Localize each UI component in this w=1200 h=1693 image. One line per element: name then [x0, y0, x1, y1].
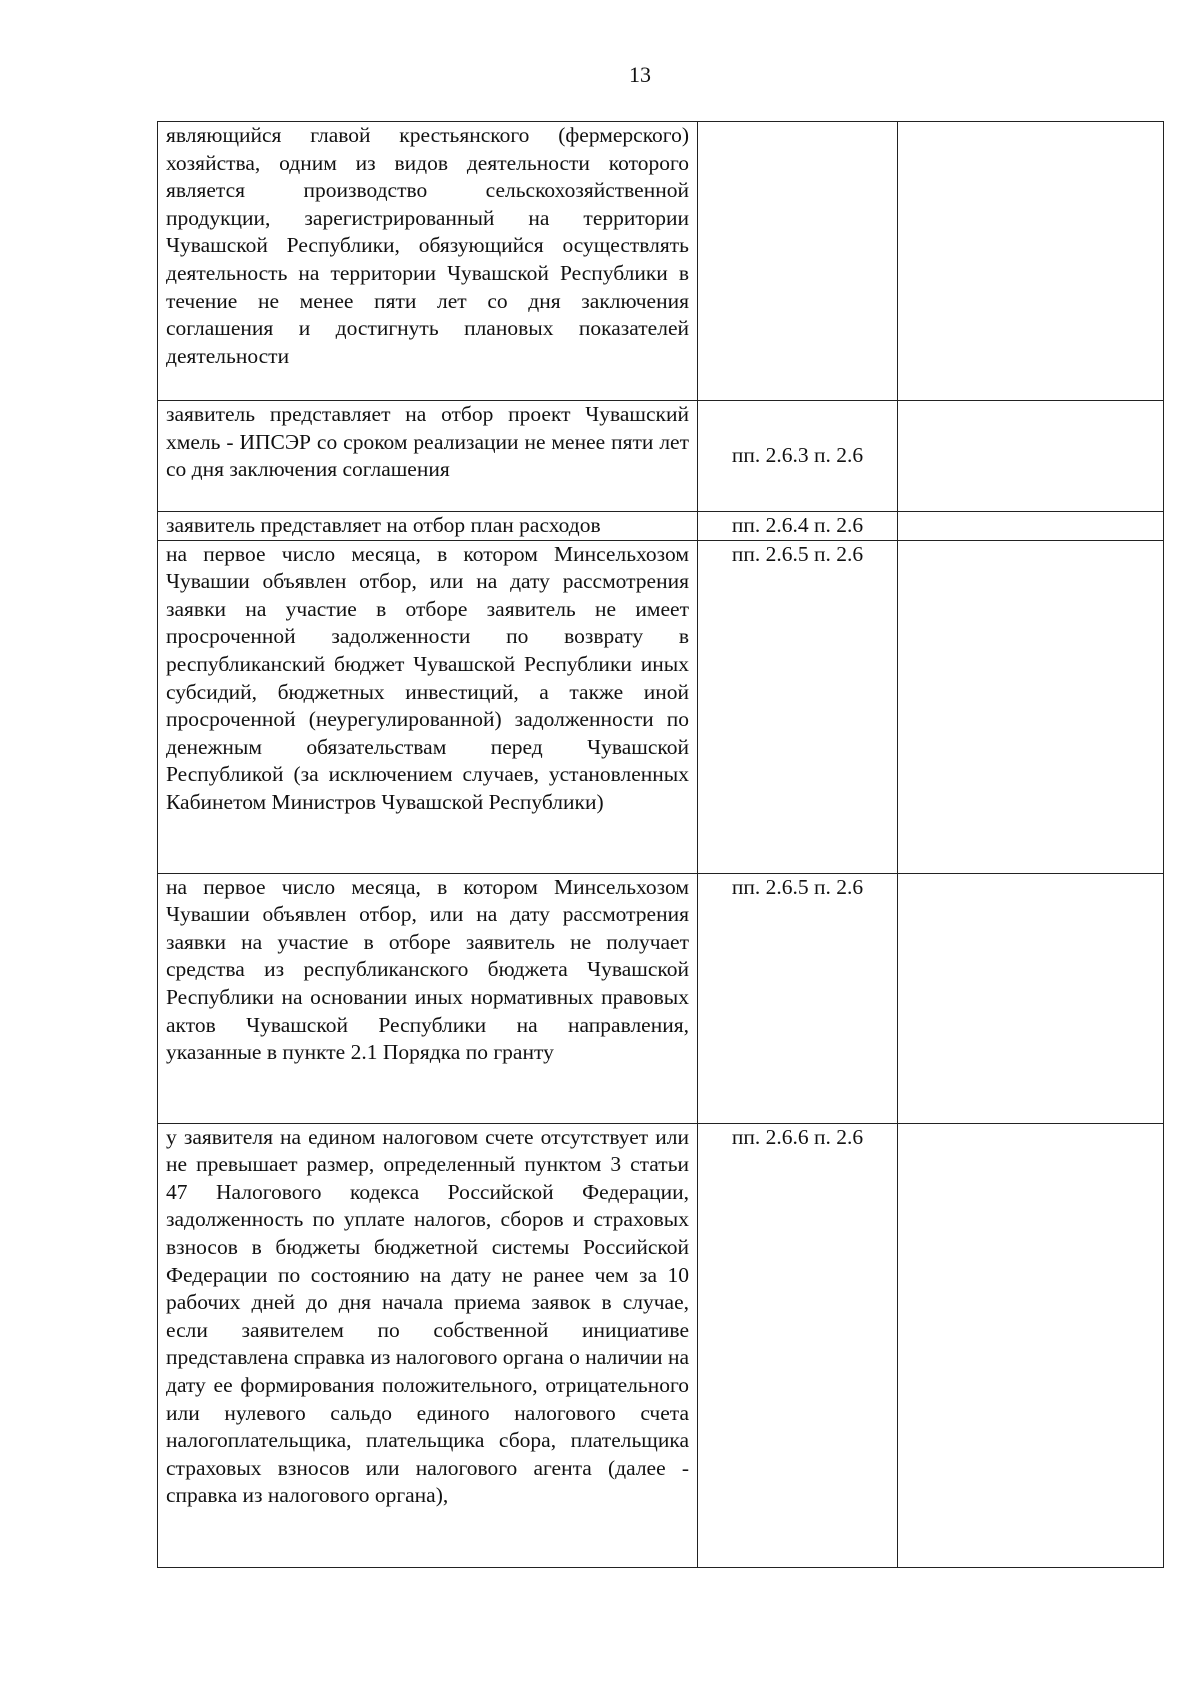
table-row	[158, 122, 1164, 401]
criterion-note	[898, 512, 1164, 541]
criterion-text: на первое число месяца, в котором Минсельхозом Чувашии объявлен отбор, или на дату рассмотрения заявки на участие в отборе заявитель не получает средства из республиканского бюджета Чувашской Республики на основании иных нормативных правовых актов Чувашской Республики на направления, указанные в пункте 2.1 Порядка по гранту	[158, 873, 698, 1123]
criterion-reference: пп. 2.6.3 п. 2.6	[698, 401, 898, 512]
criteria-table	[157, 121, 1164, 1568]
criterion-note	[898, 1123, 1164, 1567]
table-row	[158, 540, 1164, 873]
criterion-note	[898, 401, 1164, 512]
table-row	[158, 1123, 1164, 1567]
criterion-reference: пп. 2.6.4 п. 2.6	[698, 512, 898, 541]
criterion-reference: пп. 2.6.5 п. 2.6	[698, 540, 898, 873]
criterion-note	[898, 873, 1164, 1123]
criterion-note	[898, 540, 1164, 873]
table-row	[158, 401, 1164, 512]
criterion-text: у заявителя на едином налоговом счете отсутствует или не превышает размер, определенный пунктом 3 статьи 47 Налогового кодекса Российской Федерации, задолженность по уплате налогов, сборов и страховых взносов в бюджеты бюджетной системы Российской Федерации по состоянию на дату не ранее чем за 10 рабочих дней до дня начала приема заявок в случае, если заявителем по собственной инициативе представлена справка из налогового органа о наличии на дату ее формирования положительного, отрицательного или нулевого сальдо единого налогового счета налогоплательщика, плательщика сбора, плательщика страховых взносов или налогового агента (далее - справка из налогового органа),	[158, 1123, 698, 1567]
table-row	[158, 512, 1164, 541]
criterion-reference: пп. 2.6.6 п. 2.6	[698, 1123, 898, 1567]
criterion-text: заявитель представляет на отбор проект Чувашский хмель - ИПСЭР со сроком реализации не менее пяти лет со дня заключения соглашения	[158, 401, 698, 512]
criterion-reference	[698, 122, 898, 401]
page-number: 13	[629, 62, 651, 87]
table-row	[158, 873, 1164, 1123]
criterion-note	[898, 122, 1164, 401]
criterion-reference: пп. 2.6.5 п. 2.6	[698, 873, 898, 1123]
criterion-text: заявитель представляет на отбор план расходов	[158, 512, 698, 541]
criterion-text: на первое число месяца, в котором Минсельхозом Чувашии объявлен отбор, или на дату рассмотрения заявки на участие в отборе заявитель не имеет просроченной задолженности по возврату в республиканский бюджет Чувашской Республики иных субсидий, бюджетных инвестиций, а также иной просроченной (неурегулированной) задолженности по денежным обязательствам перед Чувашской Республикой (за исключением случаев, установленных Кабинетом Министров Чувашской Республики)	[158, 540, 698, 873]
criterion-text: являющийся главой крестьянского (фермерского) хозяйства, одним из видов деятельности которого является производство сельскохозяйственной продукции, зарегистрированный на территории Чувашской Республики, обязующийся осуществлять деятельность на территории Чувашской Республики в течение не менее пяти лет со дня заключения соглашения и достигнуть плановых показателей деятельности	[158, 122, 698, 401]
